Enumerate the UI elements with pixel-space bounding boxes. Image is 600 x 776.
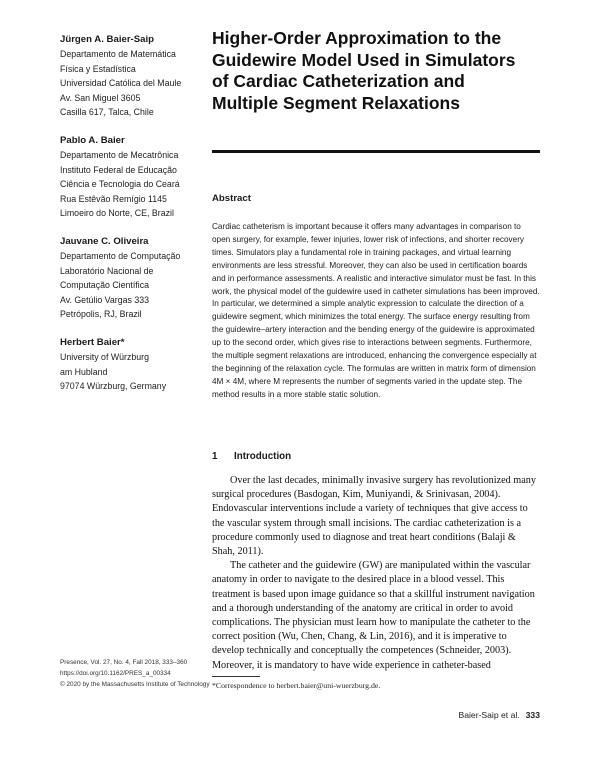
affiliation-line: Limoeiro do Norte, CE, Brazil — [60, 208, 174, 219]
footnote: *Correspondence to herbert.baier@uni-wuerzburg.de. — [212, 681, 381, 690]
footnote-divider — [212, 676, 260, 677]
running-head: Baier-Saip et al. — [458, 710, 520, 720]
author-block — [60, 33, 210, 120]
affiliation-line: Computação Científica — [60, 280, 149, 291]
abstract-text: Cardiac catheterism is important because it offers many advantages in comparison to open surgery, for example, fewer injuries, lower risk of infections, and shorter recovery times. Simulators play a fundamental role in training packages, and virtual learning environments are less stressful. Moreover, they can also be used in certification boards and in performance assessments. A realistic and interactive simulator must be fast. In this work, the physical model of the guidewire used in catheter simulations has been improved. In particular, we determined a simple analytic expression to calculate the direction of a guidewire segment, which minimizes the total energy. The surface energy resulting from the guidewire–artery interaction and the bending energy of the guidewire is approximated up to the second order, which gives rise to interactions between segments. Furthermore, the multiple segment relaxations are introduced, enhancing the convergence especially at the beginning of the relaxation cycle. The formulas are written in matrix form of dimension 4M × 4M, where M represents the number of segments varied in the update step. The method results in a more stable static solution. — [212, 222, 540, 399]
section-heading — [212, 451, 291, 462]
affiliation-line: University of Würzburg — [60, 351, 149, 362]
affiliation-line: Rua Estêvão Remígio 1145 — [60, 193, 167, 204]
affiliation-line: Departamento de Matemática — [60, 49, 176, 59]
page-footer — [420, 710, 540, 720]
abstract-heading: Abstract — [212, 193, 251, 204]
body-paragraph: The catheter and the guidewire (GW) are manipulated within the vascular anatomy in order to navigate to the desired place in a blood vessel. This treatment is based upon image guidance so that a skillful instrument navigation and a thorough understanding of the anatomy are critical in order to avoid complications. The physician must learn how to manipulate the catheter to the correct position (Wu, Chen, Chang, & Lin, 2016), and it is imperative to develop technically and conceptually the competences (Schneider, 2003). Moreover, it is mandatory to have wide experience in catheter-based — [212, 560, 535, 671]
author-block — [60, 336, 210, 394]
affiliation-line: Laboratório Nacional de — [60, 265, 154, 276]
affiliation-line: Av. San Miguel 3605 — [60, 92, 141, 103]
author-name: Jürgen A. Baier-Saip — [60, 34, 155, 45]
page-number: 333 — [525, 710, 540, 720]
copyright-notice: © 2020 by the Massachusetts Institute of Technology — [60, 681, 210, 688]
affiliation-line: Departamento de Computação — [60, 250, 181, 261]
body-paragraph: Over the last decades, minimally invasive surgery has revolutionized many surgical procedures (Basdogan, Kim, Muniyandi, & Srinivasan, 2004). Endovascular interventions include a variety of techniques that give access to the vascular system through small incisions. The cardiac catheterization is a procedure commonly used to diagnose and treat heart conditions (Balaji & Shah, 2011). — [212, 475, 536, 558]
affiliation-line: Av. Getúlio Vargas 333 — [60, 294, 149, 305]
affiliation-line: Física y Estadística — [60, 63, 136, 74]
doi-link[interactable]: https://doi.org/10.1162/PRES_a_00334 — [60, 670, 171, 677]
affiliation-line: Departamento de Mecatrônica — [60, 149, 179, 160]
affiliation-line: am Hubland — [60, 366, 108, 377]
title-divider — [212, 150, 540, 153]
author-name: Herbert Baier* — [60, 336, 125, 348]
author-block — [60, 235, 210, 322]
author-block — [60, 134, 210, 221]
publication-info — [60, 657, 220, 690]
section-title: Introduction — [234, 451, 292, 462]
affiliation-line: Petrópolis, RJ, Brazil — [60, 309, 142, 320]
affiliation-line: Casilla 617, Talca, Chile — [60, 107, 154, 118]
author-name: Jauvane C. Oliveira — [60, 235, 149, 247]
affiliation-line: Ciência e Tecnologia do Ceará — [60, 179, 180, 190]
author-name: Pablo A. Baier — [60, 134, 125, 146]
affiliation-line: Instituto Federal de Educação — [60, 164, 177, 175]
paper-title: Higher-Order Approximation to the Guidewire Model Used in Simulators of Cardiac Catheterization and Multiple Segment Relaxations — [212, 28, 516, 113]
journal-citation: Presence, Vol. 27, No. 4, Fall 2018, 333–360 — [60, 659, 188, 666]
affiliation-line: 97074 Würzburg, Germany — [60, 381, 167, 392]
section-body — [212, 474, 540, 673]
author-list — [60, 33, 210, 408]
affiliation-line: Universidad Católica del Maule — [60, 78, 182, 89]
section-number: 1 — [212, 451, 218, 462]
